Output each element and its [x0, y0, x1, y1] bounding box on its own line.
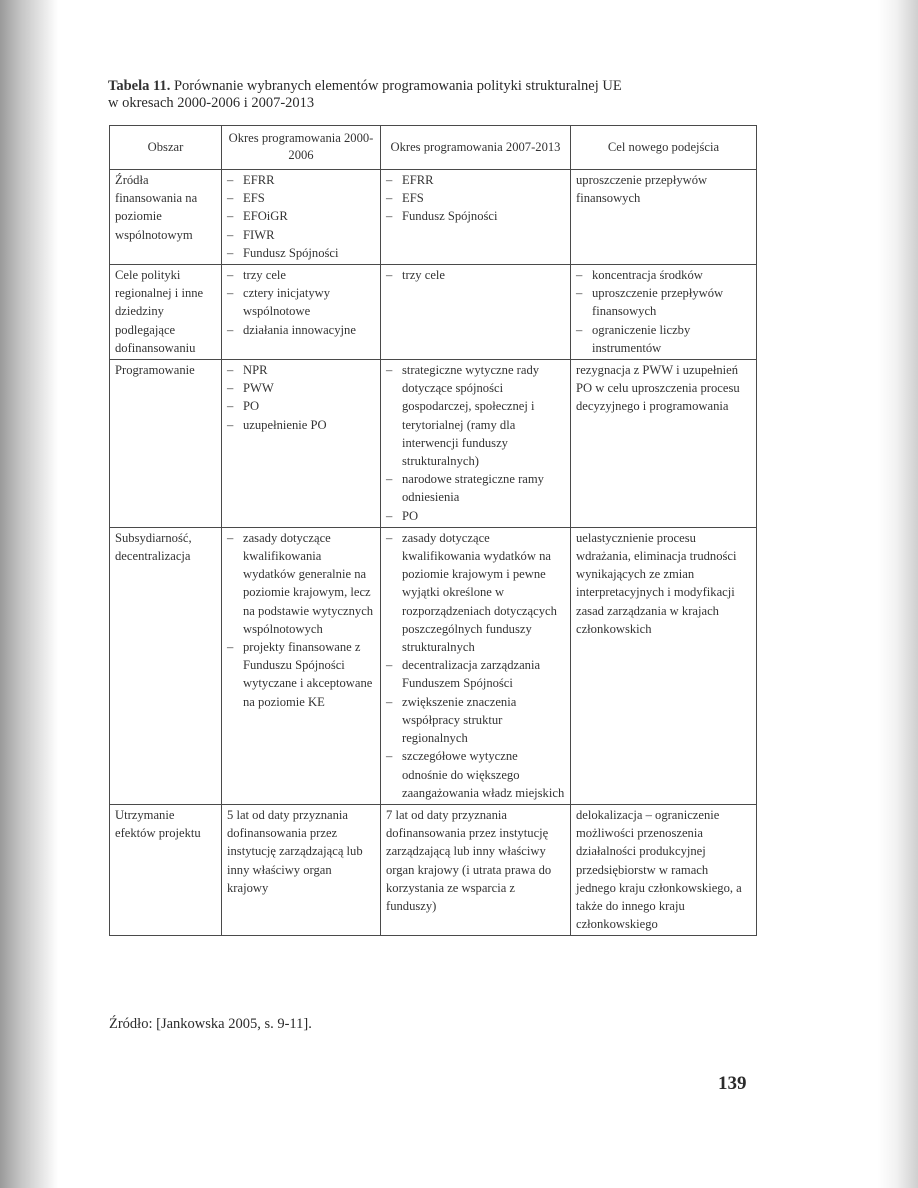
list-item: – strategiczne wytyczne rady dotyczące spójności gospodarczej, społecznej i terytorialnej (ramy dla interwencji funduszy strukturalnych)	[386, 361, 565, 470]
list-item: – PO	[386, 507, 565, 525]
row-area-cell: Programowanie	[110, 360, 222, 528]
row-area-cell: Utrzymanie efektów projektu	[110, 804, 222, 935]
goal-cell	[571, 265, 757, 360]
goal-cell	[571, 527, 757, 804]
list-item: – działania innowacyjne	[227, 321, 375, 339]
list-item: – EFS	[227, 189, 375, 207]
list-item: – PWW	[227, 379, 375, 397]
list-item: – EFRR	[386, 171, 565, 189]
comparison-table	[109, 125, 757, 936]
list-item: – ograniczenie liczby instrumentów	[576, 321, 751, 357]
period-2000-cell	[222, 804, 381, 935]
list-item: – koncentracja środków	[576, 266, 751, 284]
page-edge-shadow-left	[0, 0, 58, 1188]
header-area: Obszar	[110, 126, 222, 170]
header-period-2000-2006: Okres programowania 2000-2006	[222, 126, 381, 170]
row-area-cell: Cele polityki regionalnej i inne dziedziny podlegające dofinansowaniu	[110, 265, 222, 360]
period-2007-cell	[381, 170, 571, 265]
period-2000-cell	[222, 527, 381, 804]
list-item: – EFS	[386, 189, 565, 207]
period-2000-cell	[222, 170, 381, 265]
table-caption-line2: w okresach 2000-2006 i 2007-2013	[108, 95, 315, 111]
list-item: – zwiększenie znaczenia współpracy struktur regionalnych	[386, 693, 565, 748]
cell-text: 5 lat od daty przyznania dofinansowania przez instytucję zarządzającą lub inny właściwy organ krajowy	[227, 807, 363, 895]
list-item: – NPR	[227, 361, 375, 379]
page-edge-shadow-right	[878, 0, 918, 1188]
list-item: – zasady dotyczące kwalifikowania wydatków na poziomie krajowym i pewne wyjątki określone w rozporządzeniach dotyczących poszczególnych funduszy strukturalnych	[386, 529, 565, 656]
list-item: – FIWR	[227, 226, 375, 244]
list-item: – trzy cele	[227, 266, 375, 284]
table-caption-text: Porównanie wybranych elementów programowania polityki strukturalnej UE	[170, 78, 622, 94]
list-item: – decentralizacja zarządzania Funduszem Spójności	[386, 656, 565, 692]
row-area-cell: Źródła finansowania na poziomie wspólnotowym	[110, 170, 222, 265]
table-row	[110, 265, 757, 360]
table-row	[110, 527, 757, 804]
goal-text: rezygnacja z PWW i uzupełnień PO w celu uproszczenia procesu decyzyjnego i programowania	[576, 363, 740, 414]
list-item: – cztery inicjatywy wspólnotowe	[227, 284, 375, 320]
period-2007-cell	[381, 360, 571, 528]
period-2007-cell	[381, 265, 571, 360]
page-number: 139	[718, 1073, 747, 1094]
list-item: – PO	[227, 397, 375, 415]
period-2000-cell	[222, 360, 381, 528]
table-header-row	[110, 126, 757, 170]
goal-text: delokalizacja – ograniczenie możliwości przenoszenia działalności produkcyjnej przedsiębiorstw w ramach jednego kraju członkowskiego, a także do innego kraju członkowskiego	[576, 807, 742, 932]
goal-cell	[571, 170, 757, 265]
table-row	[110, 170, 757, 265]
list-item: – Fundusz Spójności	[386, 207, 565, 225]
source-note: Źródło: [Jankowska 2005, s. 9-11].	[109, 1016, 312, 1032]
table-caption-label: Tabela 11.	[108, 78, 171, 94]
list-item: – Fundusz Spójności	[227, 244, 375, 262]
list-item: – szczegółowe wytyczne odnośnie do większego zaangażowania władz miejskich	[386, 747, 565, 802]
goal-text: uproszczenie przepływów finansowych	[576, 173, 708, 206]
goal-cell	[571, 804, 757, 935]
list-item: – narodowe strategiczne ramy odniesienia	[386, 470, 565, 506]
row-area-cell: Subsydiarność, decentralizacja	[110, 527, 222, 804]
cell-text: 7 lat od daty przyznania dofinansowania przez instytucję zarządzającą lub inny właściwy organ krajowy (i utrata prawa do korzystania ze wsparcia z funduszy)	[386, 807, 552, 913]
period-2007-cell	[381, 527, 571, 804]
list-item: – uproszczenie przepływów finansowych	[576, 284, 751, 320]
list-item: – projekty finansowane z Funduszu Spójności wytyczane i akceptowane na poziomie KE	[227, 638, 375, 711]
list-item: – EFOiGR	[227, 207, 375, 225]
list-item: – zasady dotyczące kwalifikowania wydatków generalnie na poziomie krajowym, lecz na podstawie wytycznych wspólnotowych	[227, 529, 375, 638]
table-row	[110, 360, 757, 528]
header-period-2007-2013: Okres programowania 2007-2013	[381, 126, 571, 170]
header-new-approach-goal: Cel nowego podejścia	[571, 126, 757, 170]
table-row	[110, 804, 757, 935]
list-item: – trzy cele	[386, 266, 565, 284]
table-caption	[108, 78, 808, 112]
goal-cell	[571, 360, 757, 528]
list-item: – uzupełnienie PO	[227, 416, 375, 434]
list-item: – EFRR	[227, 171, 375, 189]
period-2007-cell	[381, 804, 571, 935]
period-2000-cell	[222, 265, 381, 360]
goal-text: uelastycznienie procesu wdrażania, eliminacja trudności wynikających ze zmian interpretacyjnych i modyfikacji zasad zarządzania w krajach członkowskich	[576, 530, 737, 636]
